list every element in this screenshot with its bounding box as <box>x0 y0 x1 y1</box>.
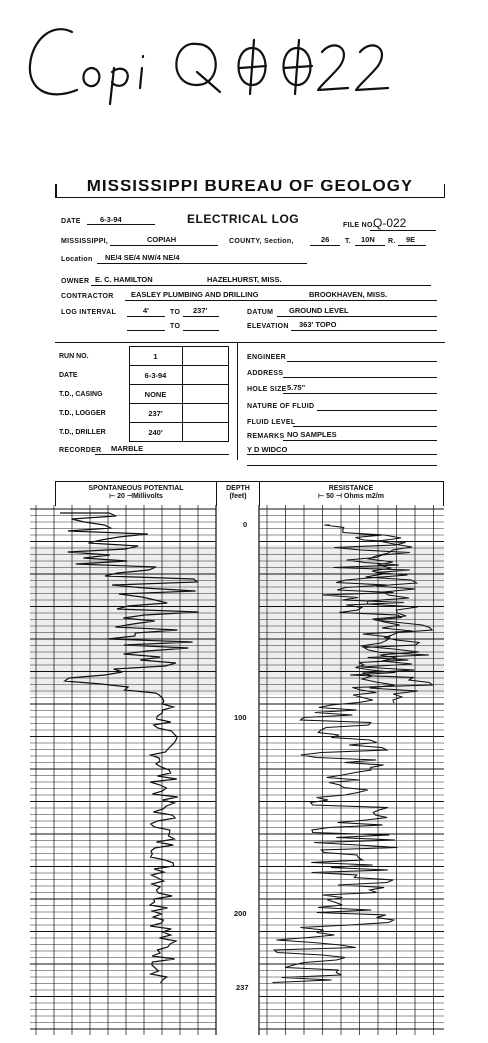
run-label: T.D., CASING <box>55 385 129 404</box>
hole-size-label: HOLE SIZE <box>247 386 287 393</box>
date-value: 6-3-94 <box>100 215 122 224</box>
state-label: MISSISSIPPI, <box>61 238 109 245</box>
fluid-label: NATURE OF FLUID <box>247 403 315 410</box>
run-row <box>55 366 228 385</box>
depth-mark: 100 <box>234 713 247 722</box>
resistance-title: RESISTANCE <box>328 485 374 492</box>
sp-title: SPONTANEOUS POTENTIAL <box>88 485 184 492</box>
county-label: COUNTY, Section, <box>229 238 294 245</box>
depth-units: (feet) <box>229 493 247 500</box>
depth-title: DEPTH <box>226 485 250 492</box>
interval-label: LOG INTERVAL <box>61 309 117 316</box>
county-value: COPIAH <box>147 235 177 244</box>
sp-scale-row: ⊢ 20 ⊣Millivolts <box>109 493 163 500</box>
contractor-city: BROOKHAVEN, MISS. <box>309 290 388 299</box>
handwritten-note-text: Copi Q0022 <box>22 10 28 11</box>
log-chart <box>30 505 470 1035</box>
recorder-label: RECORDER <box>59 447 102 454</box>
bureau-name: MISSISSIPPI BUREAU OF GEOLOGY <box>86 180 414 195</box>
contractor-value: EASLEY PLUMBING AND DRILLING <box>131 290 259 299</box>
run-label: T.D., LOGGER <box>55 404 129 423</box>
recorder-value: MARBLE <box>111 444 144 453</box>
section-value: 26 <box>321 235 330 244</box>
location-label: Location <box>61 256 93 263</box>
run-row <box>55 347 228 366</box>
datum-value: GROUND LEVEL <box>289 306 349 315</box>
contractor-label: CONTRACTOR <box>61 293 114 300</box>
owner-label: OWNER <box>61 278 90 285</box>
run-value: 237' <box>129 404 182 423</box>
interval-to: 237' <box>193 306 208 315</box>
run-value: 6-3-94 <box>129 366 182 385</box>
sp-units: Millivolts <box>132 493 163 500</box>
township-value: 10N <box>361 235 375 244</box>
run-value: 1 <box>129 347 182 366</box>
resistance-units: Ohms m2/m <box>343 493 384 500</box>
interval-to-label-2: TO <box>170 323 181 330</box>
depth-mark: 0 <box>243 520 248 529</box>
elevation-value: 363' TOPO <box>299 320 337 329</box>
run-table <box>55 346 229 442</box>
resistance-scale: 50 <box>326 493 334 500</box>
bureau-title <box>55 180 445 198</box>
range-label: R. <box>388 238 396 245</box>
run-label: DATE <box>55 366 129 385</box>
township-label: T. <box>345 238 352 245</box>
run-row <box>55 385 228 404</box>
elevation-label: ELEVATION <box>247 323 289 330</box>
remarks-value: NO SAMPLES <box>287 430 337 439</box>
run-row <box>55 404 228 423</box>
interval-from: 4' <box>143 306 149 315</box>
location-value: NE/4 SE/4 NW/4 NE/4 <box>105 253 180 262</box>
run-value: 240' <box>129 423 182 442</box>
remarks-label: REMARKS <box>247 433 285 440</box>
run-row <box>55 423 228 442</box>
date-label: DATE <box>61 218 81 225</box>
run-label: T.D., DRILLER <box>55 423 129 442</box>
fluid-level-label: FLUID LEVEL <box>247 419 296 426</box>
log-type-title: ELECTRICAL LOG <box>187 212 300 226</box>
file-no-label: FILE NO. <box>343 222 375 229</box>
file-no-value: Q-022 <box>373 216 407 230</box>
sp-header <box>60 485 212 501</box>
run-value: NONE <box>129 385 182 404</box>
datum-label: DATUM <box>247 309 274 316</box>
resistance-header <box>262 485 440 501</box>
depth-mark: 200 <box>234 909 247 918</box>
sp-scale: 20 <box>117 493 125 500</box>
remarks-value-2: Y D WIDCO <box>247 445 288 454</box>
depth-header <box>218 485 258 501</box>
resistance-scale-row: ⊢ 50 ⊣ Ohms m2/m <box>318 493 384 500</box>
run-label: RUN NO. <box>55 347 129 366</box>
handwritten-file-note <box>22 10 402 105</box>
address-label: ADDRESS <box>247 370 284 377</box>
depth-mark: 237 <box>236 983 249 992</box>
range-value: 9E <box>406 235 416 244</box>
interval-to-label: TO <box>170 309 181 316</box>
hole-size-value: 5.75" <box>287 383 306 392</box>
owner-value: E. C. HAMILTON <box>95 275 153 284</box>
engineer-label: ENGINEER <box>247 354 286 361</box>
owner-city: HAZELHURST, MISS. <box>207 275 282 284</box>
